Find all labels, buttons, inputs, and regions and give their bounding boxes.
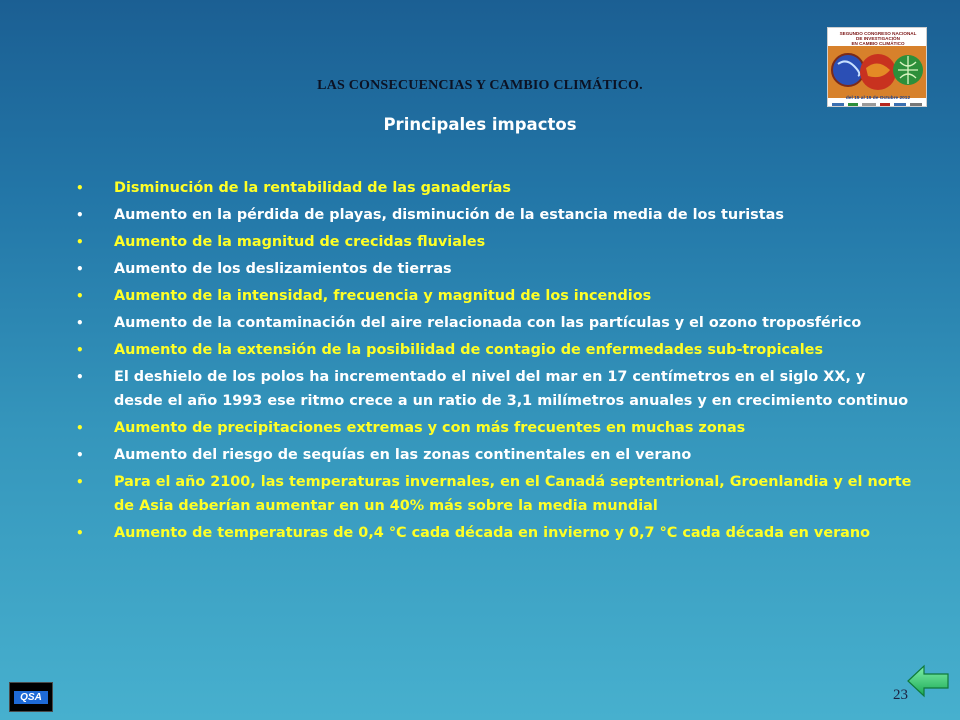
slide-title: LAS CONSECUENCIAS Y CAMBIO CLIMÁTICO.: [317, 78, 643, 93]
back-arrow-icon: [906, 664, 950, 698]
bullet-dot-icon: •: [76, 235, 84, 249]
back-button[interactable]: [906, 664, 950, 698]
bullet-text: Para el año 2100, las temperaturas invernales, en el Canadá septentrional, Groenlandia y el norte de Asia deberían aumentar en un 40% más sobre la media mundial: [114, 474, 912, 514]
bullet-dot-icon: •: [76, 343, 84, 357]
bullet-dot-icon: •: [76, 208, 84, 222]
bullet-item: [72, 257, 912, 281]
bullet-dot-icon: •: [76, 526, 84, 540]
bullet-item: [72, 176, 912, 200]
bullet-item: [72, 284, 912, 308]
bullet-item: [72, 470, 912, 518]
bullet-dot-icon: •: [76, 370, 84, 384]
congress-globes-image: [828, 46, 927, 98]
qsa-button[interactable]: [9, 682, 53, 712]
bullet-item: [72, 521, 912, 545]
bullet-dot-icon: •: [76, 289, 84, 303]
slide-subtitle: Principales impactos: [383, 115, 577, 134]
bullet-dot-icon: •: [76, 421, 84, 435]
bullet-item: [72, 416, 912, 440]
bullet-text: El deshielo de los polos ha incrementado el nivel del mar en 17 centímetros en el siglo XX, y desde el año 1993 ese ritmo crece a un ratio de 3,1 milímetros anuales y en crecimiento continuo: [114, 369, 909, 409]
bullet-item: [72, 365, 912, 413]
bullet-text: Aumento de la contaminación del aire relacionada con las partículas y el ozono troposférico: [114, 315, 862, 331]
impacts-list: [72, 176, 912, 548]
page-number: 23: [893, 687, 908, 703]
bullet-text: Aumento de los deslizamientos de tierras: [114, 261, 452, 277]
bullet-text: Aumento de temperaturas de 0,4 °C cada década en invierno y 0,7 °C cada década en verano: [114, 525, 871, 541]
qsa-label: QSA: [14, 691, 48, 704]
bullet-dot-icon: •: [76, 475, 84, 489]
bullet-dot-icon: •: [76, 316, 84, 330]
bullet-text: Aumento del riesgo de sequías en las zonas continentales en el verano: [114, 447, 692, 463]
logo-line-1: SEGUNDO CONGRESO NACIONAL: [839, 31, 917, 36]
bullet-dot-icon: •: [76, 262, 84, 276]
bullet-item: [72, 203, 912, 227]
bullet-dot-icon: •: [76, 181, 84, 195]
bullet-item: [72, 311, 912, 335]
logo-dates: del 15 al 19 de Octubre 2012: [845, 96, 911, 101]
bullet-text: Aumento en la pérdida de playas, disminución de la estancia media de los turistas: [114, 207, 784, 223]
bullet-item: [72, 230, 912, 254]
bullet-text: Aumento de precipitaciones extremas y con más frecuentes en muchas zonas: [114, 420, 746, 436]
bullet-text: Aumento de la intensidad, frecuencia y magnitud de los incendios: [114, 288, 652, 304]
bullet-text: Disminución de la rentabilidad de las ganaderías: [114, 180, 511, 196]
bullet-dot-icon: •: [76, 448, 84, 462]
bullet-item: [72, 443, 912, 467]
bullet-text: Aumento de la extensión de la posibilidad de contagio de enfermedades sub-tropicales: [114, 342, 824, 358]
congress-logo: [827, 27, 927, 107]
logo-line-3: EN CAMBIO CLIMÁTICO: [851, 41, 905, 46]
bullet-text: Aumento de la magnitud de crecidas fluviales: [114, 234, 486, 250]
logo-line-2: DE INVESTIGACIÓN: [856, 36, 900, 41]
sponsor-logos-strip: [828, 102, 927, 107]
bullet-item: [72, 338, 912, 362]
